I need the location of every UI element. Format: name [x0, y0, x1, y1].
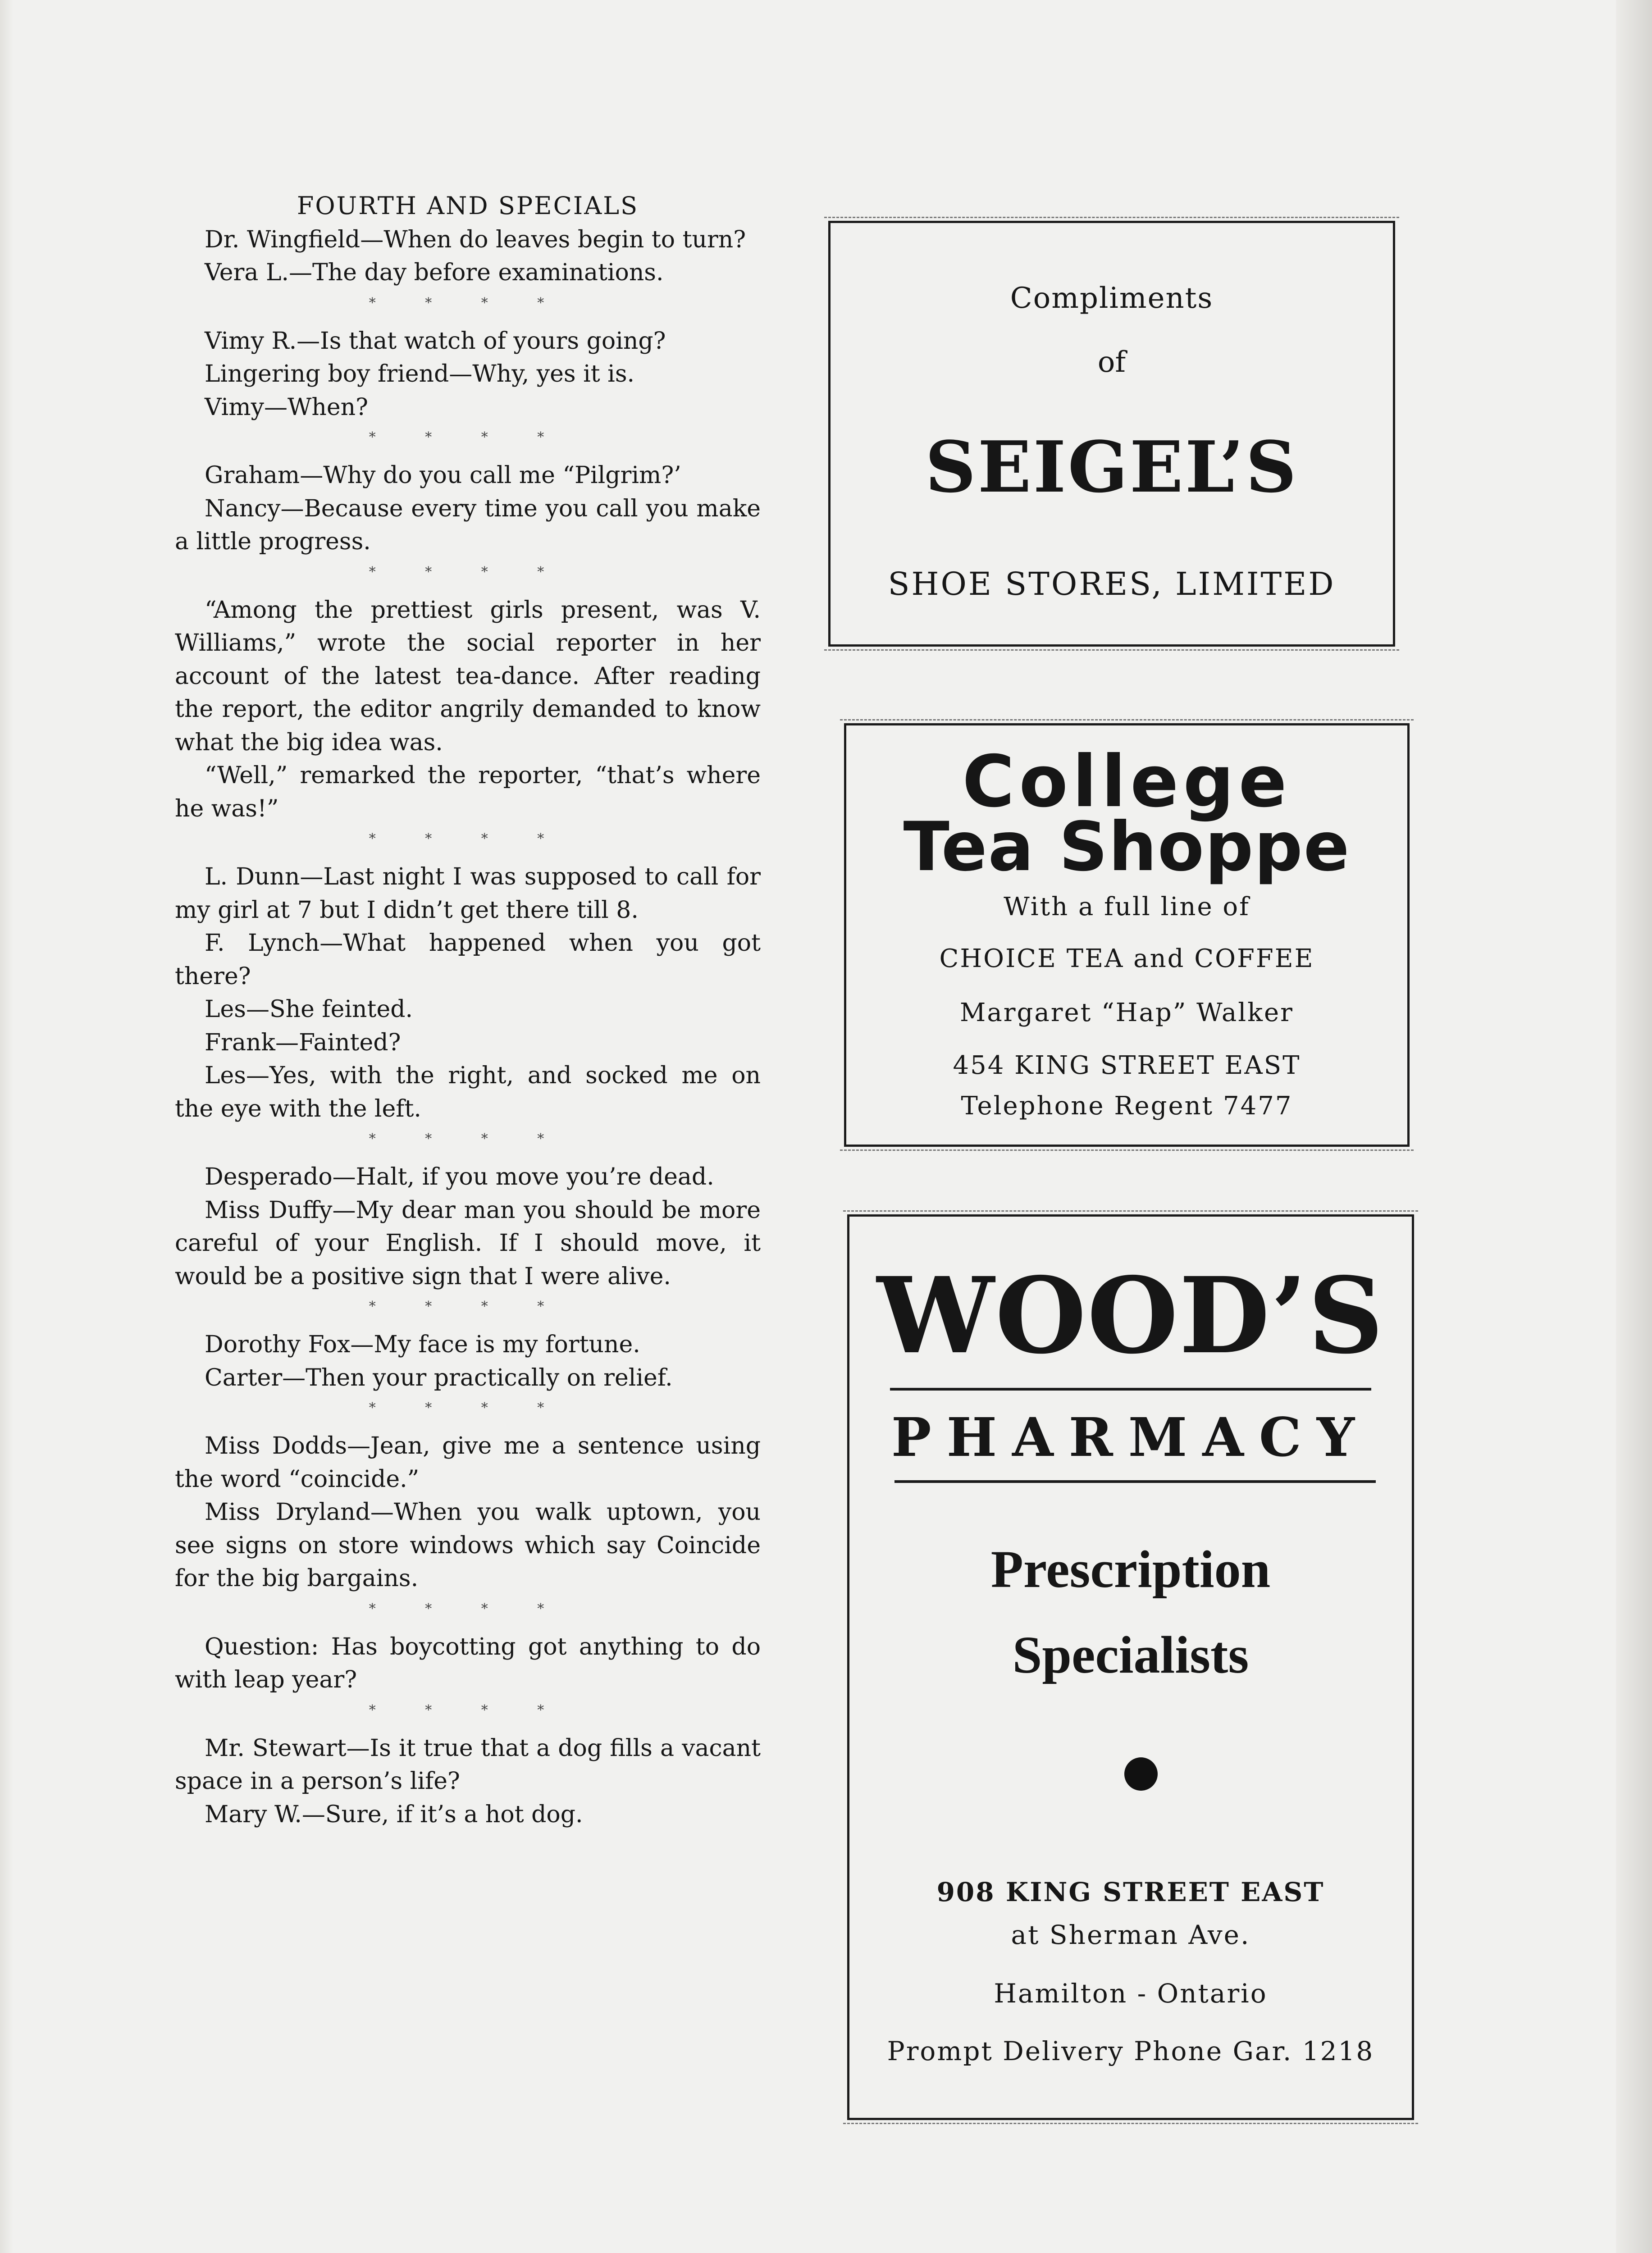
separator-stars: * * * *: [369, 295, 567, 311]
joke-line: Miss Dryland—When you walk uptown, you see signs on store windows which say Coincide for the big bargains.: [175, 1499, 761, 1592]
woods-pharmacy-ad: [847, 1214, 1414, 2120]
tea-shoppe-ad: [844, 723, 1410, 1147]
joke-line: Les—Yes, with the right, and socked me on the eye with the left.: [175, 1062, 761, 1122]
joke-line: Lingering boy friend—Why, yes it is.: [205, 360, 635, 388]
separator-stars: * * * *: [369, 564, 567, 580]
joke-block: [175, 1161, 761, 1293]
joke-line: “Among the prettiest girls present, was V. Williams,” wrote the social reporter in her account of the latest tea-dance. After reading the report, the editor angrily demanded to know what the big idea was.: [175, 596, 761, 756]
jokes-heading: FOURTH AND SPECIALS: [297, 192, 639, 220]
joke-block: [175, 1732, 761, 1832]
seigels-ad: [828, 221, 1395, 647]
joke-line: Les—She feinted.: [205, 996, 413, 1023]
joke-line: F. Lynch—What happened when you got there?: [175, 930, 761, 990]
woods-rule-top: [890, 1388, 1371, 1391]
joke-line: Dr. Wingfield—When do leaves begin to turn?: [205, 226, 746, 253]
joke-block: [175, 1328, 761, 1395]
joke-block: [175, 325, 761, 424]
seigels-name: SEIGEL’S: [925, 426, 1298, 508]
tea-shoppe-line1: With a full line of: [1004, 892, 1250, 921]
woods-contact: Prompt Delivery Phone Gar. 1218: [887, 2036, 1374, 2066]
separator-stars: * * * *: [369, 429, 567, 445]
tea-shoppe-name-line2: Tea Shoppe: [903, 808, 1351, 886]
joke-line: Vimy—When?: [205, 393, 369, 421]
separator-stars: * * * *: [369, 1299, 567, 1314]
joke-line: Frank—Fainted?: [205, 1029, 401, 1056]
joke-line: Vimy R.—Is that watch of yours going?: [205, 327, 666, 355]
bullet-dot-icon: [1124, 1757, 1158, 1791]
joke-line: “Well,” remarked the reporter, “that’s where he was!”: [175, 762, 761, 822]
joke-line: Desperado—Halt, if you move you’re dead.: [205, 1163, 714, 1190]
woods-rule-bottom: [894, 1480, 1376, 1483]
separator-stars: * * * *: [369, 1400, 567, 1416]
seigels-compliments: Compliments: [1010, 282, 1214, 315]
joke-line: Vera L.—The day before examinations.: [205, 259, 664, 286]
joke-line: Question: Has boycotting got anything to do with leap year?: [175, 1633, 761, 1693]
joke-line: Graham—Why do you call me “Pilgrim?’: [205, 462, 681, 489]
separator-stars: * * * *: [369, 1702, 567, 1718]
separator-stars: * * * *: [369, 831, 567, 847]
joke-line: Mr. Stewart—Is it true that a dog fills a vacant space in a person’s life?: [175, 1734, 761, 1795]
tea-shoppe-proprietor: Margaret “Hap” Walker: [960, 998, 1294, 1027]
tea-shoppe-address: 454 KING STREET EAST: [953, 1051, 1301, 1080]
joke-line: L. Dunn—Last night I was supposed to call for my girl at 7 but I didn’t get there till 8.: [175, 863, 761, 924]
joke-block: [175, 459, 761, 559]
seigels-subtitle: SHOE STORES, LIMITED: [888, 566, 1336, 602]
joke-block: [175, 594, 761, 826]
woods-city: Hamilton - Ontario: [994, 1978, 1268, 2009]
woods-name: WOOD’S: [876, 1254, 1385, 1377]
woods-cross-street: at Sherman Ave.: [1011, 1920, 1250, 1950]
tea-shoppe-phone: Telephone Regent 7477: [961, 1091, 1293, 1121]
joke-block: [175, 1430, 761, 1596]
joke-line: Nancy—Because every time you call you make a little progress.: [175, 495, 761, 555]
joke-line: Carter—Then your practically on relief.: [205, 1364, 673, 1391]
tea-shoppe-line2: CHOICE TEA and COFFEE: [939, 944, 1314, 973]
woods-tagline-1: Prescription: [990, 1540, 1271, 1599]
separator-stars: * * * *: [369, 1601, 567, 1617]
tea-shoppe-name-line1: College: [962, 740, 1291, 823]
page-shadow: [1616, 0, 1652, 2253]
joke-block: [175, 223, 761, 290]
joke-blocks: [175, 223, 761, 1832]
separator-stars: * * * *: [369, 1131, 567, 1147]
joke-line: Miss Duffy—My dear man you should be more careful of your English. If I should move, it would be a positive sign that I were alive.: [175, 1196, 761, 1290]
page-edge: [0, 0, 14, 2253]
joke-line: Mary W.—Sure, if it’s a hot dog.: [205, 1801, 583, 1828]
joke-block: [175, 861, 761, 1126]
woods-address: 908 KING STREET EAST: [936, 1877, 1325, 1907]
joke-line: Dorothy Fox—My face is my fortune.: [205, 1331, 640, 1358]
seigels-of: of: [1097, 346, 1126, 379]
woods-tagline-2: Specialists: [1012, 1625, 1249, 1684]
joke-block: [175, 1631, 761, 1697]
joke-line: Miss Dodds—Jean, give me a sentence using the word “coincide.”: [175, 1432, 761, 1493]
woods-pharmacy-label: PHARMACY: [891, 1406, 1370, 1469]
jokes-column: [175, 189, 761, 1831]
